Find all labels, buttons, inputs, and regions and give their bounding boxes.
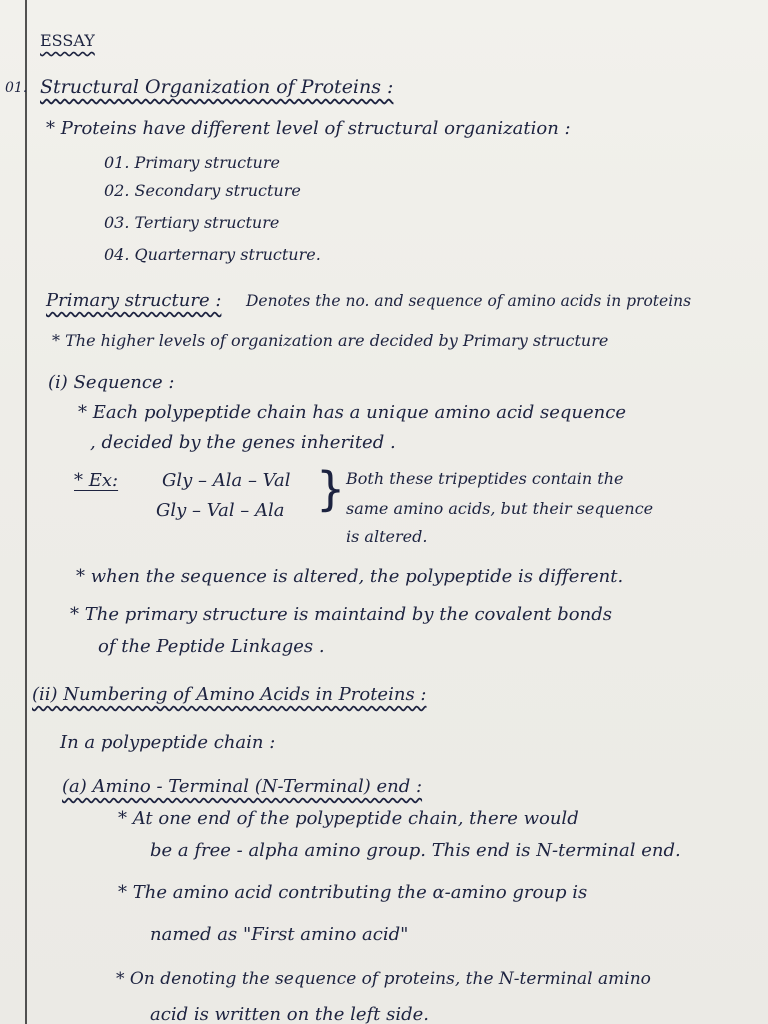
example-label: * Ex: xyxy=(74,470,119,491)
intro-line: * Proteins have different level of structural organization : xyxy=(46,118,571,139)
at-one-end-line-2: be a free - alpha amino group. This end is N-terminal end. xyxy=(150,840,681,861)
section-title: Structural Organization of Proteins : xyxy=(40,76,394,98)
example-tripeptide-2: Gly – Val – Ala xyxy=(156,500,285,521)
list-item-primary: 01. Primary structure xyxy=(104,153,280,172)
denoting-sequence-line-2: acid is written on the left side. xyxy=(150,1004,429,1024)
amino-terminal-heading: (a) Amino - Terminal (N-Terminal) end : xyxy=(62,776,423,797)
primary-structure-definition: Denotes the no. and sequence of amino acids in proteins xyxy=(246,292,692,310)
at-one-end-line-1: * At one end of the polypeptide chain, there would xyxy=(118,808,579,829)
brace-symbol: } xyxy=(316,462,346,516)
when-sequence-altered-line: * when the sequence is altered, the polypeptide is different. xyxy=(76,566,624,587)
each-polypeptide-line-2: , decided by the genes inherited . xyxy=(90,432,396,453)
maintained-line-2: of the Peptide Linkages . xyxy=(98,636,325,657)
higher-levels-line: * The higher levels of organization are decided by Primary structure xyxy=(52,331,609,350)
list-item-tertiary: 03. Tertiary structure xyxy=(104,213,280,232)
list-item-quarternary: 04. Quarternary structure. xyxy=(104,245,321,264)
both-tripeptides-line-2: same amino acids, but their sequence xyxy=(346,499,654,518)
numbering-heading: (ii) Numbering of Amino Acids in Proteins : xyxy=(32,684,427,705)
amino-acid-contributing-line-1: * The amino acid contributing the α-amino group is xyxy=(118,882,588,903)
both-tripeptides-line-1: Both these tripeptides contain the xyxy=(346,469,624,488)
example-tripeptide-1: Gly – Ala – Val xyxy=(162,470,291,491)
denoting-sequence-line-1: * On denoting the sequence of proteins, the N-terminal amino xyxy=(116,969,651,989)
margin-line xyxy=(25,0,27,1024)
sequence-heading: (i) Sequence : xyxy=(48,372,175,393)
each-polypeptide-line-1: * Each polypeptide chain has a unique amino acid sequence xyxy=(78,402,627,423)
amino-acid-contributing-line-2: named as "First amino acid" xyxy=(150,924,409,945)
both-tripeptides-line-3: is altered. xyxy=(346,527,428,546)
maintained-line-1: * The primary structure is maintaind by the covalent bonds xyxy=(70,604,612,625)
section-number: 01. xyxy=(5,80,28,96)
essay-label: ESSAY xyxy=(40,31,95,50)
in-polypeptide-line: In a polypeptide chain : xyxy=(60,732,276,753)
primary-structure-heading: Primary structure : xyxy=(46,290,222,311)
bleed-through xyxy=(520,40,760,940)
list-item-secondary: 02. Secondary structure xyxy=(104,181,301,200)
